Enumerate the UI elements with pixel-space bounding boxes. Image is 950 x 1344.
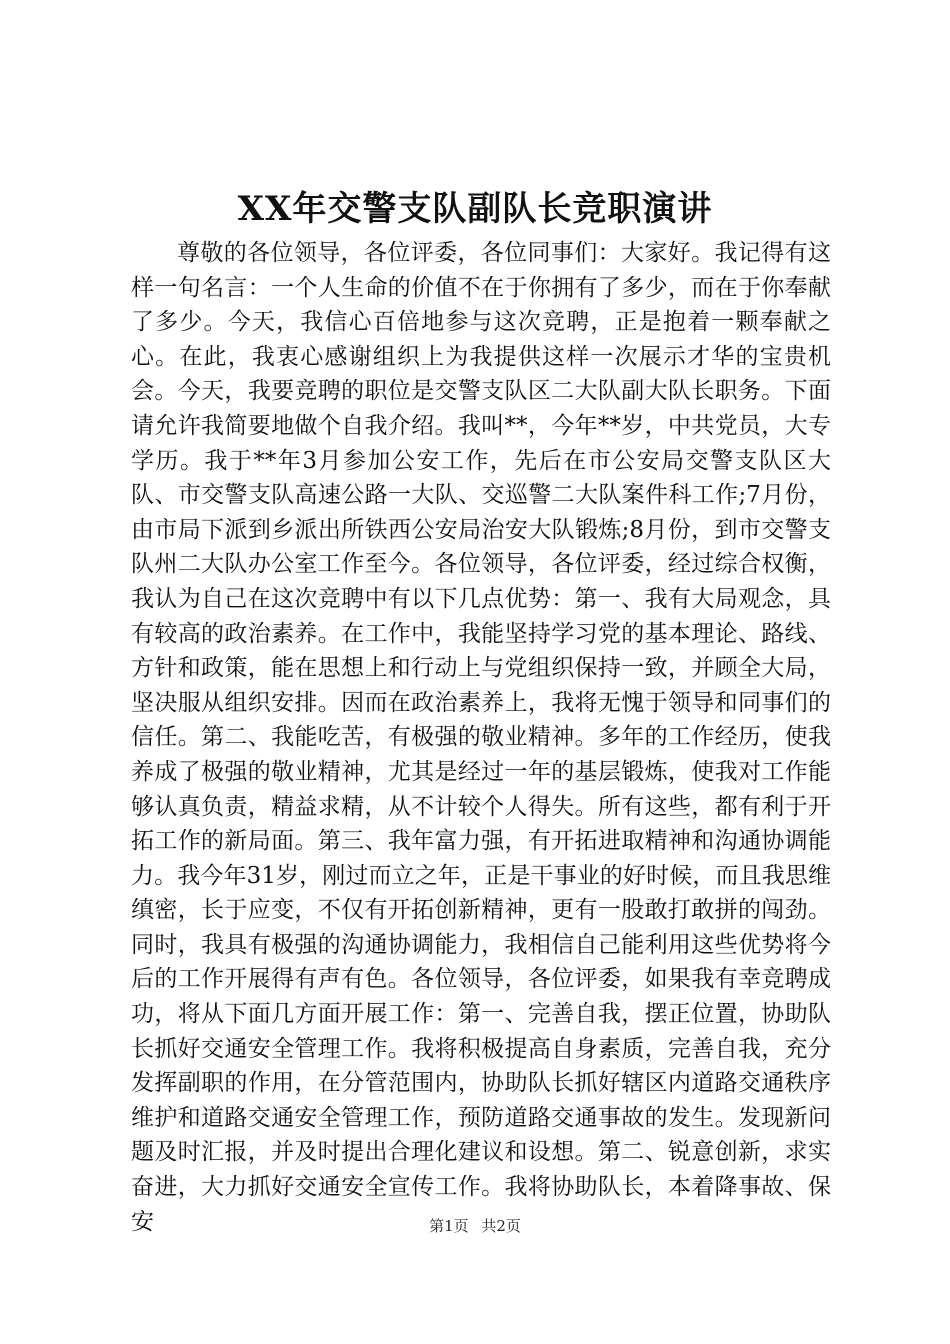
page-footer xyxy=(0,1216,950,1236)
page-number: 第1页 xyxy=(429,1217,469,1235)
document-title: XX年交警支队副队长竞职演讲 xyxy=(237,189,713,229)
body-paragraph: 尊敬的各位领导，各位评委，各位同事们：大家好。我记得有这样一句名言：一个人生命的价值不在于你拥有了多少，而在于你奉献了多少。今天，我信心百倍地参与这次竞聘，正是抱着一颗奉献之心。在此，我衷心感谢组织上为我提供这样一次展示才华的宝贵机会。今天，我要竞聘的职位是交警支队区二大队副大队长职务。下面请允许我简要地做个自我介绍。我叫**，今年**岁，中共党员，大专学历。我于**年3月参加公安工作，先后在市公安局交警支队区大队、市交警支队高速公路一大队、交巡警二大队案件科工作;7月份，由市局下派到乡派出所铁西公安局治安大队锻炼;8月份，到市交警支队州二大队办公室工作至今。各位领导，各位评委，经过综合权衡，我认为自己在这次竞聘中有以下几点优势：第一、我有大局观念，具有较高的政治素养。在工作中，我能坚持学习党的基本理论、路线、方针和政策，能在思想上和行动上与党组织保持一致，并顾全大局，坚决服从组织安排。因而在政治素养上，我将无愧于领导和同事们的信任。第二、我能吃苦，有极强的敬业精神。多年的工作经历，使我养成了极强的敬业精神，尤其是经过一年的基层锻炼，使我对工作能够认真负责，精益求精，从不计较个人得失。所有这些，都有利于开拓工作的新局面。第三、我年富力强，有开拓进取精神和沟通协调能力。我今年31岁，刚过而立之年，正是干事业的好时候，而且我思维缜密，长于应变，不仅有开拓创新精神，更有一股敢打敢拼的闯劲。同时，我具有极强的沟通协调能力，我相信自己能利用这些优势将今后的工作开展得有声有色。各位领导，各位评委，如果我有幸竞聘成功，将从下面几方面开展工作：第一、完善自我，摆正位置，协助队长抓好交通安全管理工作。我将积极提高自身素质，完善自我，充分发挥副职的作用，在分管范围内，协助队长抓好辖区内道路交通秩序维护和道路交通安全管理工作，预防道路交通事故的发生。发现新问题及时汇报，并及时提出合理化建议和设想。第二、锐意创新，求实奋进，大力抓好交通安全宣传工作。我将协助队长，本着降事故、保安 xyxy=(131,240,831,1235)
page-count: 共2页 xyxy=(481,1217,521,1235)
